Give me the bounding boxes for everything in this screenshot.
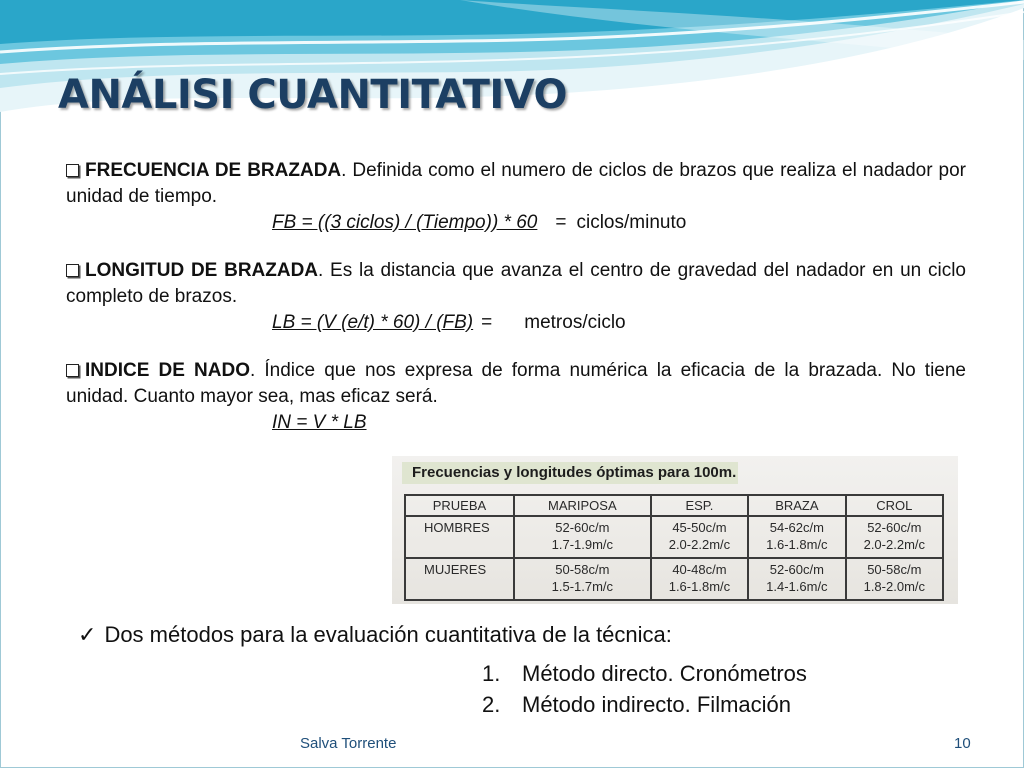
frequency-value: 54-62c/m: [769, 520, 824, 535]
frequency-value: 52-60c/m: [867, 520, 922, 535]
definition-description: . Es la distancia que avanza el centro de gravedad del nadador en un ciclo completo de brazos.: [66, 260, 966, 307]
length-value: 2.0-2.2m/c: [863, 537, 926, 552]
equals-sign: =: [555, 212, 567, 233]
definition-text: [66, 258, 966, 310]
definition-frecuencia: [66, 158, 966, 236]
table-row: [405, 516, 943, 558]
length-value: 1.5-1.7m/c: [551, 579, 614, 594]
table-header-row: [405, 495, 943, 516]
formula-unit: ciclos/minuto: [576, 212, 687, 233]
methods-intro-text: Dos métodos para la evaluación cuantitativa de la técnica:: [104, 622, 672, 647]
square-bullet-icon: [66, 164, 79, 177]
length-value: 2.0-2.2m/c: [668, 537, 731, 552]
list-item: [482, 689, 807, 720]
column-header: CROL: [846, 495, 943, 516]
frequency-value: 45-50c/m: [672, 520, 727, 535]
methods-list: [482, 658, 807, 720]
row-label: MUJERES: [405, 558, 514, 600]
table-cell: [748, 516, 846, 558]
length-value: 1.6-1.8m/c: [668, 579, 731, 594]
formula: IN = V * LB: [272, 412, 367, 433]
frequency-value: 52-60c/m: [555, 520, 610, 535]
definition-description: . Índice que nos expresa de forma numérica la eficacia de la brazada. No tiene unidad. Cuanto mayor sea, mas eficaz será.: [66, 360, 966, 407]
page-number: 10: [954, 735, 971, 752]
formula-unit: metros/ciclo: [524, 312, 626, 333]
square-bullet-icon: [66, 364, 79, 377]
length-value: 1.7-1.9m/c: [551, 537, 614, 552]
definition-description: . Definida como el numero de ciclos de brazos que realiza el nadador por unidad de tiempo.: [66, 160, 966, 207]
column-header: PRUEBA: [405, 495, 514, 516]
square-bullet-icon: [66, 264, 79, 277]
frequency-value: 40-48c/m: [672, 562, 727, 577]
table-cell: [846, 516, 943, 558]
column-header: ESP.: [651, 495, 748, 516]
frequency-value: 52-60c/m: [769, 562, 824, 577]
table-cell: [748, 558, 846, 600]
list-item-text: Método indirecto. Filmación: [522, 692, 792, 717]
definition-text: [66, 158, 966, 210]
formula: FB = ((3 ciclos) / (Tiempo)) * 60: [272, 212, 538, 233]
definition-term: INDICE DE NADO: [85, 360, 250, 381]
column-header: BRAZA: [748, 495, 846, 516]
column-header: MARIPOSA: [514, 495, 651, 516]
table-cell: [514, 558, 651, 600]
table-title: Frecuencias y longitudes óptimas para 100m.: [402, 462, 738, 484]
length-value: 1.4-1.6m/c: [766, 579, 828, 594]
row-label: HOMBRES: [405, 516, 514, 558]
formula: LB = (V (e/t) * 60) / (FB): [272, 312, 474, 333]
definition-text: [66, 358, 966, 410]
table-row: [405, 558, 943, 600]
methods-intro: [78, 622, 672, 648]
table-cell: [651, 516, 748, 558]
definition-term: FRECUENCIA DE BRAZADA: [85, 160, 342, 181]
list-number: 1.: [482, 661, 501, 686]
checkmark-icon: ✓: [78, 622, 97, 647]
list-item: [482, 658, 807, 689]
formula-line: [66, 310, 966, 336]
equals-sign: =: [481, 312, 493, 333]
definition-term: LONGITUD DE BRAZADA: [85, 260, 319, 281]
list-number: 2.: [482, 692, 501, 717]
length-value: 1.8-2.0m/c: [863, 579, 926, 594]
optimal-frequencies-table-photo: [392, 456, 958, 604]
table-cell: [514, 516, 651, 558]
list-item-text: Método directo. Cronómetros: [522, 661, 807, 686]
definition-longitud: [66, 258, 966, 336]
frequency-value: 50-58c/m: [867, 562, 922, 577]
slide-title: ANÁLISI CUANTITATIVO: [58, 72, 568, 118]
frequency-value: 50-58c/m: [555, 562, 610, 577]
optimal-frequencies-table: [404, 494, 944, 601]
footer-author: Salva Torrente: [300, 735, 397, 752]
definition-indice: [66, 358, 966, 436]
table-cell: [846, 558, 943, 600]
length-value: 1.6-1.8m/c: [766, 537, 828, 552]
table-cell: [651, 558, 748, 600]
formula-line: [66, 410, 966, 436]
formula-line: [66, 210, 966, 236]
